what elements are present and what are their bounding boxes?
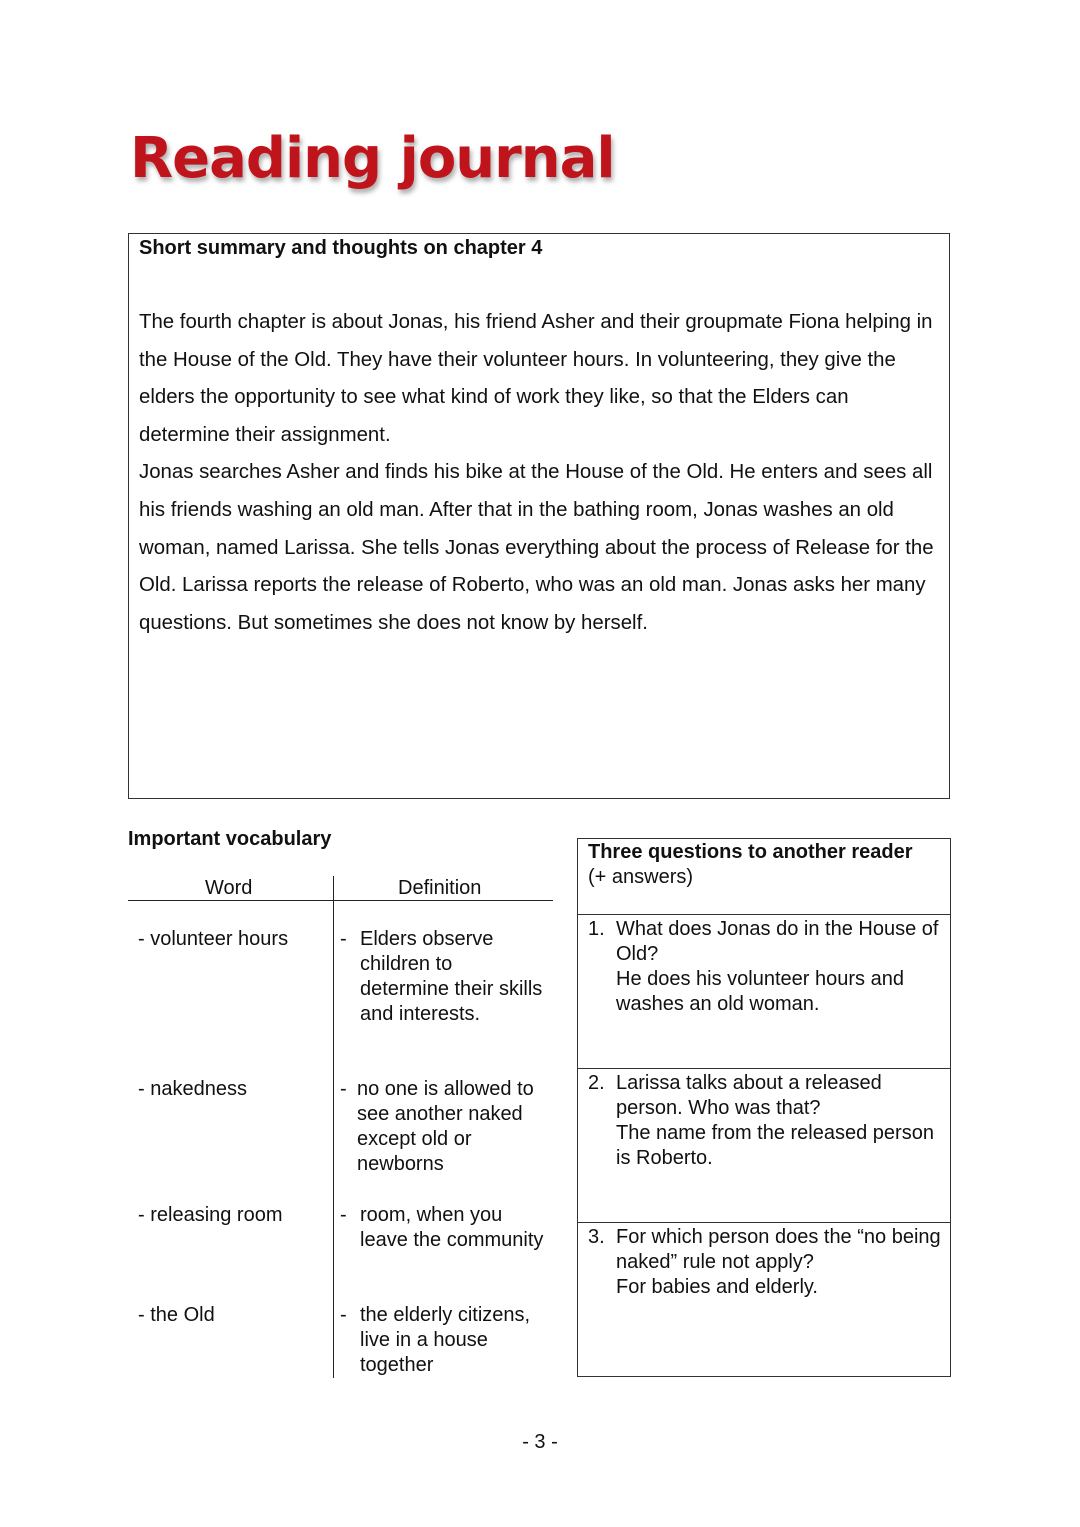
summary-box [128, 233, 950, 799]
answer-text: For babies and elderly. [616, 1276, 818, 1298]
vocabulary-word-column-header: Word [205, 877, 253, 899]
vocabulary-definition-text: the elderly citizens, live in a house together [360, 1304, 531, 1376]
questions-header [578, 839, 950, 915]
summary-paragraph-2: Jonas searches Asher and finds his bike at the House of the Old. He enters and sees all his friends washing an old man. After that in the bathing room, Jonas washes an old woman, named Larissa. She tells Jonas everything about the process of Release for the Old. Larissa reports the release of Roberto, who was an old man. Jonas asks her many questions. But sometimes she does not know by herself. [139, 461, 934, 634]
question-content [616, 917, 941, 1017]
vocabulary-definition [340, 1203, 545, 1253]
vocabulary-word: - the Old [138, 1304, 215, 1326]
answer-text: The name from the released person is Roberto. [616, 1122, 934, 1169]
question-number: 3. [588, 1226, 605, 1248]
vocabulary-word: - nakedness [138, 1078, 247, 1100]
summary-paragraph-1: The fourth chapter is about Jonas, his friend Asher and their groupmate Fiona helping in the House of the Old. They have their volunteer hours. In volunteering, they give the elders the opportunity to see what kind of work they like, so that the Elders can determine their assignment. [139, 311, 933, 446]
question-content [616, 1071, 941, 1171]
page-title: Reading journal [130, 126, 615, 191]
question-cell [578, 915, 950, 1069]
definition-dash: - [340, 928, 347, 950]
questions-box [577, 838, 951, 1377]
question-number: 1. [588, 918, 605, 940]
vocabulary-word: - releasing room [138, 1204, 283, 1226]
questions-heading: Three questions to another reader [588, 841, 913, 863]
question-cell [578, 1223, 950, 1376]
vocabulary-word: - volunteer hours [138, 928, 289, 950]
vocabulary-header-rule [128, 900, 553, 901]
vocabulary-definition [340, 927, 545, 1027]
vocabulary-definition [340, 1077, 545, 1177]
definition-dash: - [340, 1078, 347, 1100]
definition-dash: - [340, 1304, 347, 1326]
vocabulary-definition-text: room, when you leave the community [360, 1204, 544, 1251]
question-text: Larissa talks about a released person. Who was that? [616, 1072, 882, 1119]
vocabulary-definition [340, 1303, 545, 1378]
summary-heading: Short summary and thoughts on chapter 4 [139, 237, 543, 259]
question-cell [578, 1069, 950, 1223]
vocabulary-column-divider [333, 876, 334, 1378]
vocabulary-definition-text: no one is allowed to see another naked except old or newborns [357, 1078, 534, 1175]
vocabulary-heading: Important vocabulary [128, 828, 332, 850]
question-text: What does Jonas do in the House of Old? [616, 918, 939, 965]
answer-text: He does his volunteer hours and washes an old woman. [616, 968, 904, 1015]
question-content [616, 1225, 941, 1300]
page-number: - 3 - [522, 1431, 558, 1453]
questions-subheading: (+ answers) [588, 866, 694, 888]
summary-body [139, 304, 944, 642]
question-text: For which person does the “no being naked” rule not apply? [616, 1226, 941, 1273]
definition-dash: - [340, 1204, 347, 1226]
question-number: 2. [588, 1072, 605, 1094]
vocabulary-definition-text: Elders observe children to determine their skills and interests. [360, 928, 543, 1025]
vocabulary-definition-column-header: Definition [398, 877, 482, 899]
